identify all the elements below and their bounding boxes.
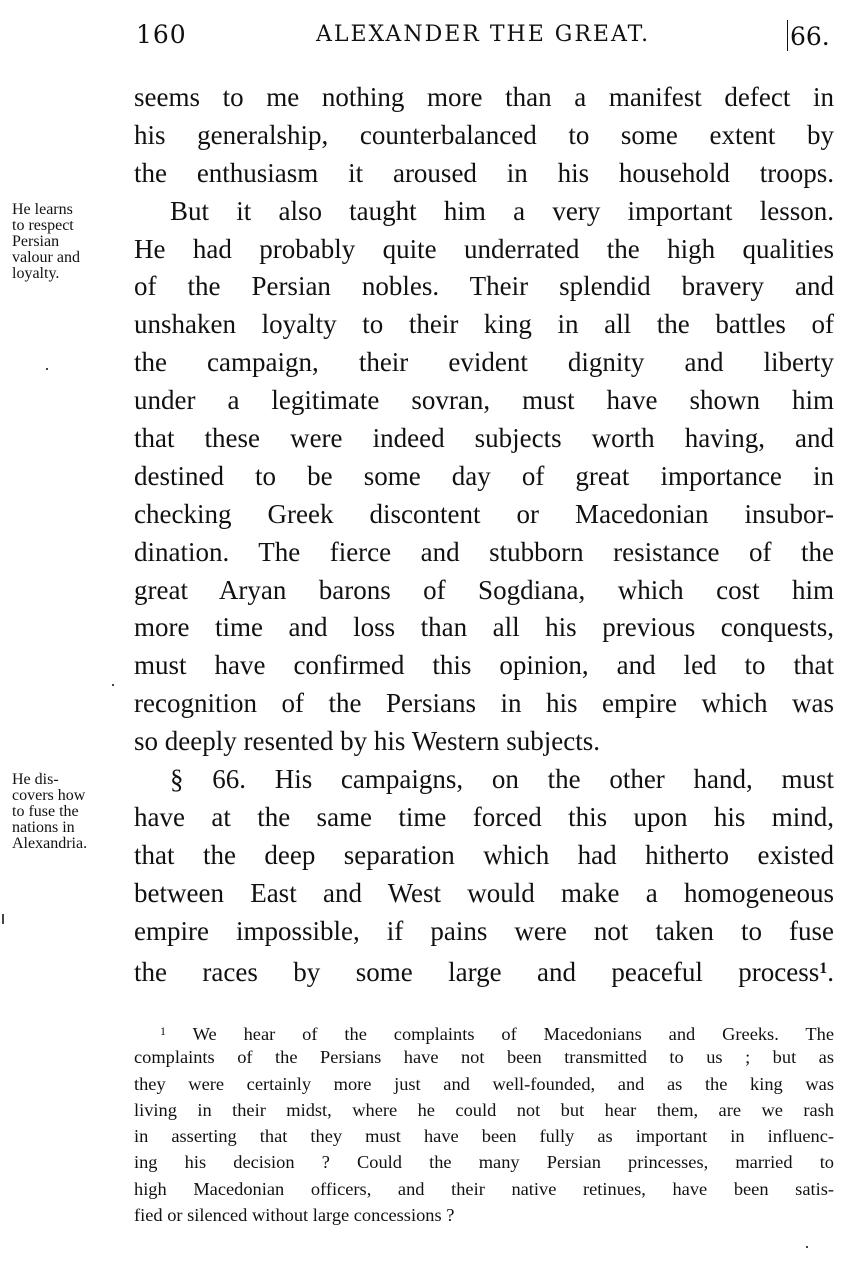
section-number: 66. <box>790 22 830 51</box>
body-line: checking Greek discontent or Macedonian insubor- <box>134 498 834 529</box>
body-line: great Aryan barons of Sogdiana, which cost him <box>134 574 834 605</box>
body-line: recognition of the Persians in his empire which was <box>134 688 834 719</box>
body-line: destined to be some day of great importance in <box>134 460 834 491</box>
body-line: dination. The fierce and stubborn resistance of the <box>134 536 834 567</box>
print-speck <box>806 1246 808 1248</box>
footnote-line: complaints of the Persians have not been transmitted to us ; but as <box>134 1047 834 1068</box>
main-text <box>134 79 834 988</box>
body-line: the enthusiasm it aroused in his household troops. <box>134 157 834 188</box>
body-line: have at the same time forced this upon his mind, <box>134 801 834 832</box>
body-line-last: the races by some large and peaceful process$^1$. <box>134 957 834 988</box>
sidenote-line: to fuse the <box>12 803 79 820</box>
print-speck <box>112 684 114 686</box>
sidenote-line: nations in <box>12 819 75 836</box>
footnote-line: high Macedonian officers, and their native retinues, have been satis- <box>134 1178 834 1199</box>
body-line: the campaign, their evident dignity and liberty <box>134 347 834 378</box>
body-line: that these were indeed subjects worth having, and <box>134 423 834 454</box>
print-speck <box>2 914 4 924</box>
sidenote-line: He dis- <box>12 771 59 788</box>
sidenote-line: Alexandria. <box>12 835 88 852</box>
body-line: more time and loss than all his previous conquests, <box>134 612 834 643</box>
body-line: of the Persian nobles. Their splendid bravery and <box>134 271 834 302</box>
body-line: between East and West would make a homogeneous <box>134 877 834 908</box>
page-number: 160 <box>136 20 187 49</box>
body-line: must have confirmed this opinion, and led to that <box>134 650 834 681</box>
body-line: so deeply resented by his Western subjects. <box>134 726 600 757</box>
sidenote-line: valour and <box>12 249 80 266</box>
footnote-marker: 1 <box>160 1024 166 1038</box>
body-line: that the deep separation which had hitherto existed <box>134 839 834 870</box>
body-line: He had probably quite underrated the high qualities <box>134 233 834 264</box>
body-line: seems to me nothing more than a manifest defect in <box>134 82 834 112</box>
sidenote-fuse-nations <box>12 772 132 852</box>
body-line: But it also taught him a very important lesson. <box>170 195 834 226</box>
running-title: ALEXANDER THE GREAT. <box>316 22 651 47</box>
body-line-text: the races by some large and peaceful process <box>134 957 820 988</box>
footnote-line: fied or silenced without large concessions ? <box>134 1205 455 1226</box>
sidenote-line: covers how <box>12 787 86 804</box>
running-header <box>0 16 868 56</box>
body-line: under a legitimate sovran, must have shown him <box>134 385 834 416</box>
footnote-line: in asserting that they must have been fully as important in influenc- <box>134 1126 834 1147</box>
footnote-reference: 1 <box>819 960 828 978</box>
section-marker <box>787 20 830 51</box>
body-line: unshaken loyalty to their king in all the battles of <box>134 309 834 340</box>
sidenote-line: to respect <box>12 217 74 234</box>
body-line: § 66. His campaigns, on the other hand, must <box>170 764 834 795</box>
sidenote-line: Persian <box>12 233 60 250</box>
body-line: empire impossible, if pains were not taken to fuse <box>134 915 834 946</box>
footnote-text: We hear of the complaints of Macedonians and Greeks. The <box>192 1024 834 1044</box>
footnote-line: living in their midst, where he could not but hear them, are we rash <box>134 1099 834 1120</box>
footnote <box>134 1018 834 1228</box>
footnote-line: ing his decision ? Could the many Persian princesses, married to <box>134 1152 834 1173</box>
sidenote-line: loyalty. <box>12 265 60 282</box>
sidenote-persian-valour <box>12 202 132 282</box>
footnote-line: they were certainly more just and well-founded, and as the king was <box>134 1073 834 1094</box>
footnote-line <box>134 1018 834 1044</box>
print-speck <box>46 368 48 370</box>
body-line: his generalship, counterbalanced to some extent by <box>134 119 834 150</box>
sidenote-line: He learns <box>12 201 73 218</box>
